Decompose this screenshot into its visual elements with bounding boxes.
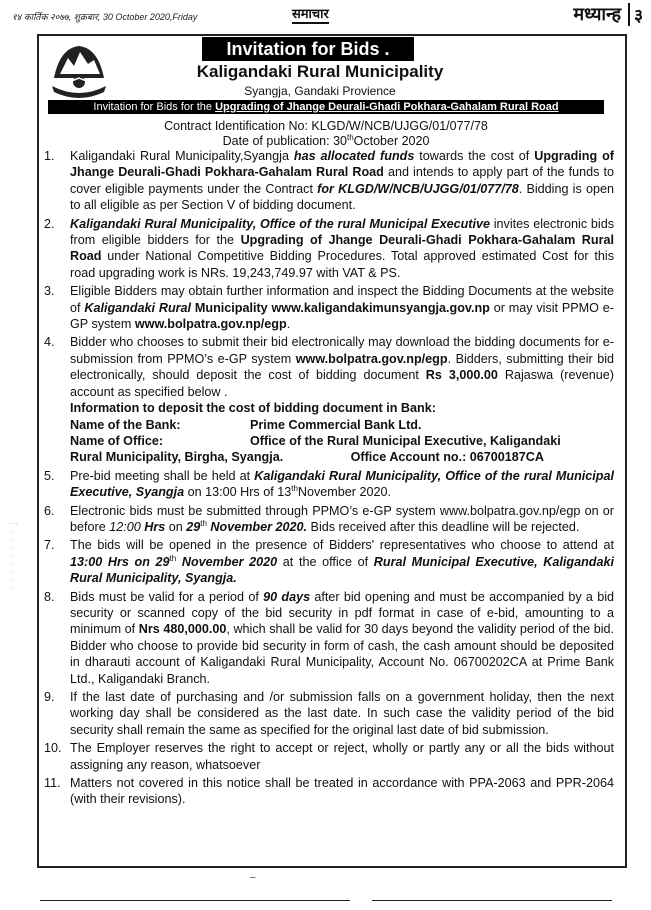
publication-date: Date of publication: 30thOctober 2020	[222, 133, 430, 149]
notice-title: Invitation for Bids .	[202, 37, 414, 61]
subtitle-project: Upgrading of Jhange Deurali-Ghadi Pokhara-Gahalam Rural Road	[215, 101, 559, 113]
clause-10	[44, 740, 614, 773]
office-name-row: Name of Office: Office of the Rural Municipal Executive, Kaligandaki	[70, 433, 561, 448]
clause-4	[44, 334, 614, 465]
masthead-date: १४ कार्तिक २०७७, शुक्रबार, 30 October 2020,Friday	[12, 12, 198, 22]
footer-rule-left	[40, 900, 350, 901]
adjacent-column-edge: · · · · · · · · · · ·	[8, 521, 18, 591]
clause-text: Eligible Bidders may obtain further information and inspect the Bidding Documents at the website of Kaligandaki Rural Municipality www.kaligandakimunsyangja.gov.np or may visit PPMO e-GP system www.bolpatra.gov.np/egp.	[70, 284, 614, 332]
clause-text: Matters not covered in this notice shall be treated in accordance with PPA-2063 and PPR-2064 (with their revisions).	[70, 776, 614, 807]
clause-number: 10.	[44, 741, 62, 756]
clause-3	[44, 283, 614, 332]
clause-text: Kaligandaki Rural Municipality, Office of the rural Municipal Executive invites electronic bids from eligible bidders for the Upgrading of Jhange Deurali-Ghadi Pokhara-Gahalam Rural Road under National Competitive Bidding Procedures. Total approved estimated Cost for this road upgrading work is NRs. 19,243,749.97 with VAT & PS.	[70, 216, 614, 280]
clause-number: 6.	[44, 503, 55, 518]
municipality-emblem-icon	[46, 38, 112, 102]
clause-1	[44, 148, 614, 214]
clause-5	[44, 468, 614, 501]
bank-deposit-info	[70, 400, 614, 466]
clause-number: 8.	[44, 589, 55, 604]
clause-11	[44, 775, 614, 808]
clause-number: 4.	[44, 335, 55, 350]
clause-number: 7.	[44, 538, 55, 553]
masthead-page-number: ३	[628, 3, 643, 26]
clause-number: 11.	[44, 776, 61, 791]
subtitle-prefix: Invitation for Bids for the	[93, 101, 216, 113]
clause-list	[44, 148, 614, 810]
office-account-number: Office Account no.: 06700187CA	[350, 450, 544, 465]
masthead-paper-name: मध्यान्ह	[573, 4, 621, 24]
clause-number: 5.	[44, 468, 55, 483]
organization-name: Kaligandaki Rural Municipality	[196, 62, 444, 81]
footer-rule-right	[372, 900, 612, 901]
notice-subtitle	[48, 100, 604, 114]
clause-text: The bids will be opened in the presence of Bidders' representatives who choose to attend at 13:00 Hrs on 29th November 2020 at the office of Rural Municipal Executive, Kaligandaki Rural Municipality, Syangja.	[70, 538, 614, 586]
clause-text: Bids must be valid for a period of 90 days after bid opening and must be accompanied by a bid security or scanned copy of the bid security in pdf format in case of e-bid, amounting to a minimum of Nrs 480,000.00, which shall be valid for 30 days beyond the validity period of the bid. Bidder who choose to provide bid security in form of cash, the cash amount should be deposited in dharauti account of Kaligandaki Rural Municipality, Account No. 06700202CA at Prime Bank Ltd., Kaligandaki Branch.	[70, 589, 615, 686]
bank-info-heading: Information to deposit the cost of bidding document in Bank:	[70, 401, 436, 416]
clause-9	[44, 689, 614, 738]
organization-address: Syangja, Gandaki Provience	[244, 84, 396, 98]
clause-text: If the last date of purchasing and /or submission falls on a government holiday, then the next working day shall be considered as the last date. In such case the validity period of the bid security shall remain the same as specified for the original last date of bid submission.	[70, 690, 614, 737]
footer-dash: –	[250, 872, 256, 883]
clause-6	[44, 503, 614, 536]
office-account-row: Rural Municipality, Birgha, Syangja. Office Account no.: 06700187CA	[70, 450, 544, 465]
clause-number: 2.	[44, 216, 55, 231]
clause-text: Bidder who chooses to submit their bid electronically may download the bidding documents for e-submission from PPMO’s e-GP system www.bolpatra.gov.np/egp. Bidders, submitting their bid electronically, should deposit the cost of bidding document Rs 3,000.00 Rajaswa (revenue) account as specified below . Information to deposit the cost of bidding document in Bank: Name of the Bank: Prime Commercial Bank Ltd. Name of Office: Office of the Rural Municipal Executive, Kaligandaki Rural Municipality, Birgha, Syangja. Office Account no.: 06700187CA	[70, 335, 615, 465]
clause-2	[44, 216, 614, 282]
bank-name-row: Name of the Bank: Prime Commercial Bank Ltd.	[70, 417, 422, 432]
clause-number: 1.	[44, 149, 55, 163]
clause-text: Pre-bid meeting shall be held at Kaligandaki Rural Municipality, Office of the rural Municipal Executive, Syangja on 13:00 Hrs of 13thNovember 2020.	[70, 468, 614, 500]
clause-text: Kaligandaki Rural Municipality,Syangja has allocated funds towards the cost of Upgrading of Jhange Deurali-Ghadi Pokhara-Gahalam Rural Road and intends to apply part of the funds to cover eligible payments under the Contract for KLGD/W/NCB/UJGG/01/077/78. Bidding is open to all eligible as per Section V of bidding document.	[70, 149, 615, 213]
clause-8	[44, 589, 614, 687]
clause-number: 9.	[44, 690, 55, 704]
contract-identification: Contract Identification No: KLGD/W/NCB/UJGG/01/077/78	[164, 119, 488, 133]
clause-text: Electronic bids must be submitted through PPMO’s e-GP system www.bolpatra.gov.np/egp on or before 12:00 Hrs on 29th November 2020. Bids received after this deadline will be rejected.	[70, 503, 614, 534]
masthead-section: समाचार	[292, 4, 329, 24]
clause-text: The Employer reserves the right to accept or reject, wholly or partly any or all the bids without assigning any reason, whatsoever	[70, 741, 614, 772]
clause-number: 3.	[44, 284, 55, 299]
newspaper-masthead	[0, 0, 651, 30]
clause-7	[44, 537, 614, 586]
